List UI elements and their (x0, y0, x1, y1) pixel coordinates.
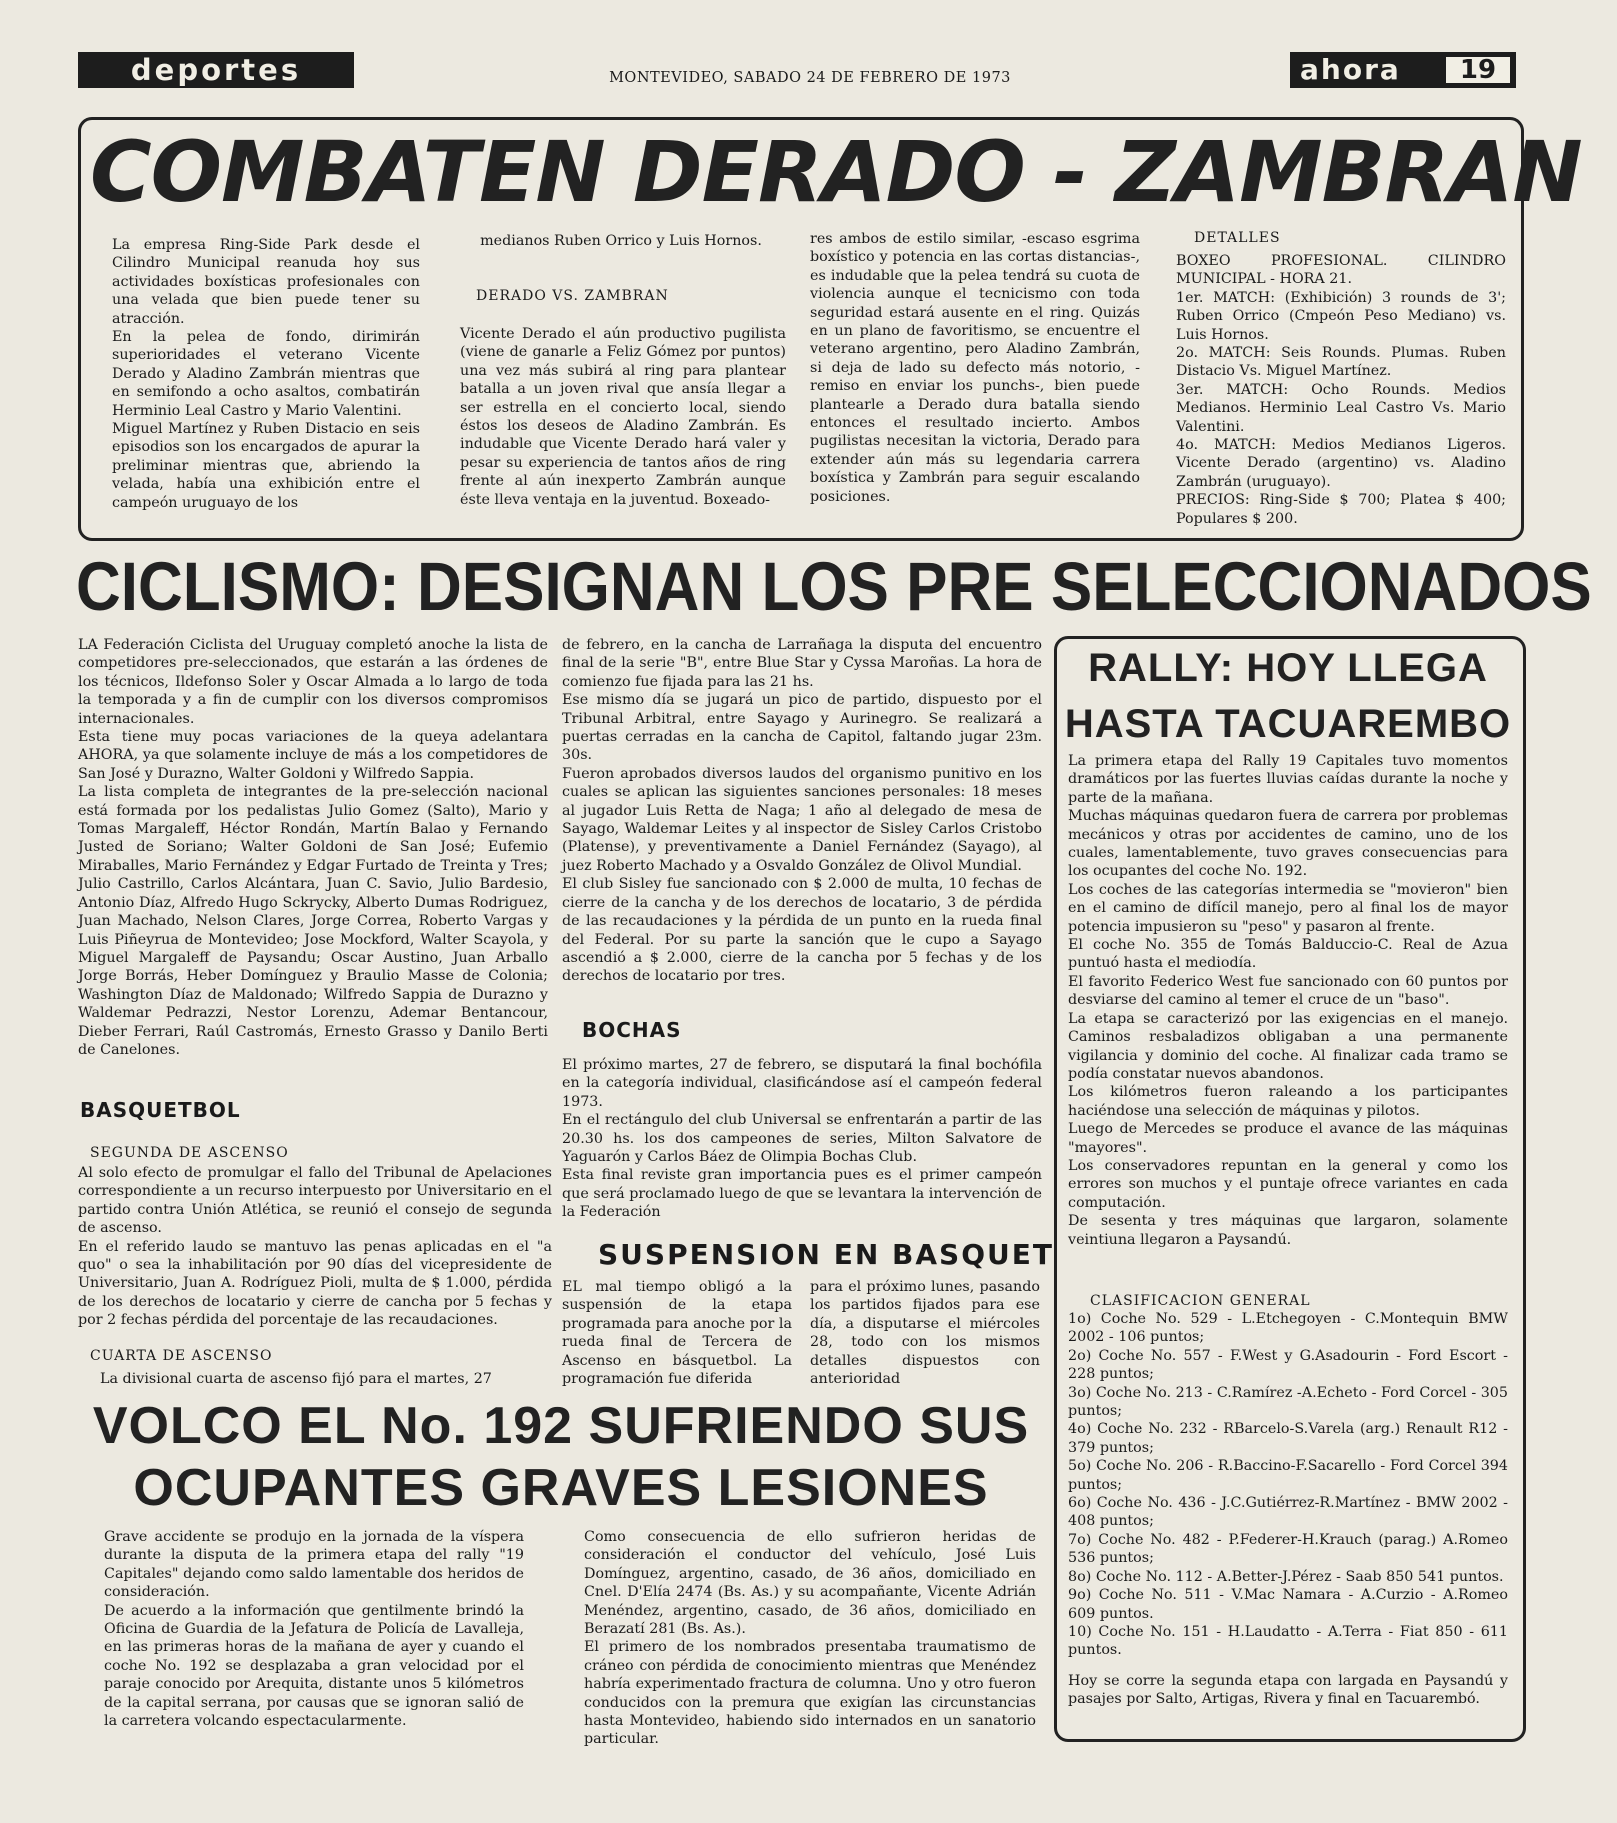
boxing-col2: Vicente Derado el aún productivo pugilista (viene de ganarle a Feliz Gómez por puntos) una vez más subirá al ring para plantear batalla a un joven rival que ansía llegar a ser estrella en el concierto local, siendo éstos los deseos de Aladino Zambrán. Es indudable que Vicente Derado hará valer y pesar su experiencia de tantos años de ring frente al aún inexperto Zambrán aunque éste lleva ventaja en la juventud. Boxeado- (460, 326, 786, 508)
suspension-col1: EL mal tiempo obligó a la suspensión de la etapa programada para anoche por la rueda final de Tercera de Ascenso en básquetbol. La programación fue diferida (562, 1279, 792, 1388)
boxing-details: BOXEO PROFESIONAL. CILINDRO MUNICIPAL - HORA 21. 1er. MATCH: (Exhibición) 3 rounds de 3'; Ruben Orrico (Cmpeón Peso Mediano) vs. Luis Hornos. 2o. MATCH: Seis Rounds. Plumas. Ruben Distacio Vs. Miguel Martínez. 3er. MATCH: Ocho Rounds. Medios Medianos. Herminio Leal Castro Vs. Mario Valentini. 4o. MATCH: Medios Medianos Ligeros. Vicente Derado (argentino) vs. Aladino Zambrán (uruguayo). PRECIOS: Ring-Side $ 700; Platea $ 400; Populares $ 200. (1176, 253, 1506, 527)
accident-col1: Grave accidente se produjo en la jornada de la víspera durante la disputa de la primera etapa del rally "19 Capitales" dejando como saldo lamentable dos heridos de consideración. De acuerdo a la información que gentilmente brindó la Oficina de Guardia de la Jefatura de Policía de Lavalleja, en las primeras horas de la mañana de ayer y cuando el coche No. 192 se desplazaba a gran velocidad por el paraje conocido por Arequita, distante unos 5 kilómetros de la capital serrana, por causas que se ignoran salió de la carretera volcando espectacularmente. (104, 1529, 524, 1730)
standing-row: 5o) Coche No. 206 - R.Baccino-F.Sacarello - Ford Corcel 394 puntos; (1068, 1458, 1508, 1493)
standing-row: 6o) Coche No. 436 - J.C.Gutiérrez-R.Martínez - BMW 2002 - 408 puntos; (1068, 1495, 1508, 1530)
rally-body: La primera etapa del Rally 19 Capitales tuvo momentos dramáticos por las fuertes lluvias caídas durante la noche y parte de la mañana. Muchas máquinas quedaron fuera de carrera por problemas mecánicos y otras por accidentes de camino, uno de los cuales, lamentablemente, tuvo graves consecuencias para los ocupantes del coche No. 192. Los coches de las categorías intermedia se "movieron" bien en el camino de difícil manejo, pero al final los de mayor potencia impusieron su "peso" y pasaron al frente. El coche No. 355 de Tomás Balduccio-C. Real de Azua puntuó hasta el mediodía. El favorito Federico West fue sancionado con 60 puntos por desviarse del camino al temer el cruce de un "baso". La etapa se caracterizó por las exigencias en el manejo. Caminos resbaladizos obligaban a una permanente vigilancia y dominio del coche. Al finalizar cada tramo se podía constatar nuevos abandonos. Los kilómetros fueron raleando a los participantes haciéndose una selección de máquinas y pilotos. Luego de Mercedes se produce el avance de las máquinas "mayores". Los conservadores repuntan en la general y como los errores son muchos y el puntaje ofrece variantes en cada computación. De sesenta y tres máquinas que largaron, solamente veintiuna llegaron a Paysandú. (1068, 753, 1508, 1248)
standing-row: 9o) Coche No. 511 - V.Mac Namara - A.Curzio - A.Romeo 609 puntos. (1068, 1587, 1508, 1622)
bochas-title: BOCHAS (582, 1018, 682, 1042)
bochas-body: El próximo martes, 27 de febrero, se disputará la final bochófila en la categoría individual, clasificándose así el campeón federal 1973. En el rectángulo del club Universal se enfrentarán a partir de las 20.30 hs. los dos campeones de series, Milton Salvatore de Yaguarón y Carlos Báez de Olimpia Bochas Club. Esta final reviste gran importancia pues es el primer campeón que será proclamado luego de que se levantara la intervención de la Federación (562, 1057, 1042, 1221)
standing-row: 1o) Coche No. 529 - L.Etchegoyen - C.Montequin BMW 2002 - 106 puntos; (1068, 1311, 1508, 1346)
standing-row: 4o) Coche No. 232 - RBarcelo-S.Varela (arg.) Renault R12 - 379 puntos; (1068, 1421, 1508, 1456)
accident-headline-1: VOLCO EL No. 192 SUFRIENDO SUS (92, 1397, 1030, 1455)
standing-row: 7o) Coche No. 482 - P.Federer-H.Krauch (parag.) A.Romeo 536 puntos; (1068, 1531, 1508, 1567)
standing-row: 8o) Coche No. 112 - A.Better-J.Pérez - Saab 850 541 puntos. (1068, 1568, 1504, 1585)
boxing-col2-subhead: DERADO VS. ZAMBRAN (476, 288, 669, 304)
section-label: deportes (78, 52, 354, 88)
masthead-right (1290, 52, 1516, 88)
basketball-mid: de febrero, en la cancha de Larrañaga la disputa del encuentro final de la serie "B", entre Blue Star y Cyssa Maroñas. La hora de comienzo fue fijada para las 21 hs. Ese mismo día se jugará un pico de partido, dispuesto por el Tribunal Arbitral, entre Sayago y Aurinegro. Se realizará a puertas cerradas en la cancha de Capitol, faltando jugar 23m. 30s. Fueron aprobados diversos laudos del organismo punitivo en los cuales se aplican las siguientes sanciones personales: 18 meses al jugador Luis Retta de Naga; 1 año al delegado de mesa de Sayago, Waldemar Leites y al inspector de Sisley Carlos Cristobo (Platense), y preventivamente a Daniel Fernández (Sayago), al juez Roberto Machado y a Osvaldo González de Olivol Mundial. El club Sisley fue sancionado con $ 2.000 de multa, 10 fechas de cierre de la cancha y de los derechos de locatario, 3 de pérdida de las recaudaciones y la pérdida de un punto en la rueda final del Federal. Por su parte la sanción que le cupo a Sayago ascendió a $ 2.000, cierre de la cancha por 5 fechas y de los derechos de locatario por tres. (562, 637, 1042, 985)
boxing-col3: res ambos de estilo similar, -escaso esgrima boxístico y potencia en las cortas distancias-, es indudable que la pelea tendrá su cuota de violencia aunque el tecnicismo con toda seguridad estará ausente en el ring. Quizás en un plano de favoritismo, se encuentre el veterano argentino, pero Aladino Zambrán, si deja de lado su defecto más notorio, -remiso en enviar los punchs-, bien puede plantearle a Derado dura batalla siendo entonces el resultado incierto. Ambos pugilistas necesitan la victoria, Derado para extender aún más su legendaria carrera boxística y Zambrán para seguir escalando posiciones. (810, 231, 1140, 505)
rally-title2: HASTA TACUAREMBO (1064, 702, 1512, 746)
basketball-sub2: CUARTA DE ASCENSO (90, 1348, 273, 1364)
standing-row: 2o) Coche No. 557 - F.West y G.Asadourin - Ford Escort - 228 puntos; (1068, 1347, 1508, 1383)
basketball-p1: Al solo efecto de promulgar el fallo del Tribunal de Apelaciones correspondiente a un recurso interpuesto por Universitario en el partido contra Unión Atlética, se reunió el consejo de segunda de ascenso. En el referido laudo se mantuvo las penas aplicadas en el "a quo" o sea la inhabilitación por 90 días del vicepresidente de Universitario, Juan A. Rodríguez Pioli, multa de $ 1.000, pérdida de los derechos de locatario y cierre de cancha por 5 fechas y por 2 fechas pérdida del porcentaje de las recaudaciones. (78, 1165, 552, 1329)
boxing-details-title: DETALLES (1194, 230, 1281, 246)
basketball-title: BASQUETBOL (80, 1098, 241, 1122)
basketball-sub1: SEGUNDA DE ASCENSO (90, 1145, 289, 1161)
standing-row: 3o) Coche No. 213 - C.Ramírez -A.Echeto - Ford Corcel - 305 puntos; (1068, 1384, 1508, 1420)
accident-col2: Como consecuencia de ello sufrieron heridas de consideración el conductor del vehículo, José Luis Domínguez, argentino, casado, de 36 años, domiciliado en Cnel. D'Elía 2474 (Bs. As.) y su acompañante, Vicente Adrián Menéndez, argentino, casado, de 36 años, domiciliado en Berazatí 281 (Bs. As.). El primero de los nombrados presentaba traumatismo de cráneo con pérdida de conocimiento mientras que Menéndez habría experimentado fractura de columna. Uno y otro fueron conducidos con la premura que exigían las circunstancias hasta Montevideo, habiendo sido internados en un sanatorio particular. (584, 1529, 1036, 1748)
suspension-col2: para el próximo lunes, pasando los partidos fijados para ese día, a disputarse el miércoles 28, todo con los mismos detalles dispuestos con anterioridad (810, 1279, 1040, 1388)
rally-standings (1068, 1310, 1508, 1660)
paper-logo: ahora (1300, 53, 1401, 86)
dateline: MONTEVIDEO, SABADO 24 DE FEBRERO DE 1973 (609, 70, 1011, 86)
rally-title1: RALLY: HOY LLEGA (1088, 646, 1488, 690)
boxing-headline: COMBATEN DERADO - ZAMBRAN (90, 123, 1582, 221)
accident-headline-2: OCUPANTES GRAVES LESIONES (133, 1459, 989, 1517)
page-number: 19 (1446, 57, 1510, 83)
basketball-p2: La divisional cuarta de ascenso fijó para el martes, 27 (100, 1371, 492, 1387)
boxing-col2-top: medianos Ruben Orrico y Luis Hornos. (480, 233, 762, 249)
standing-row: 10) Coche No. 151 - H.Laudatto - A.Terra - Fiat 850 - 611 puntos. (1068, 1623, 1508, 1659)
cycling-headline: CICLISMO: DESIGNAN LOS PRE SELECCIONADOS (76, 549, 1592, 626)
suspension-title: SUSPENSION EN BASQUET (598, 1238, 1054, 1271)
cycling-body: LA Federación Ciclista del Uruguay completó anoche la lista de competidores pre-seleccionados, que estarán a las órdenes de los técnicos, Ildefonso Soler y Oscar Almada a lo largo de toda la temporada y a fin de cumplir con los diversos compromisos internacionales. Esta tiene muy pocas variaciones de la queya adelantara AHORA, ya que solamente incluye de más a los competidores de San José y Durazno, Walter Goldoni y Wilfredo Sappia. La lista completa de integrantes de la pre-selección nacional está formada por los pedalistas Julio Gomez (Salto), Mario y Tomas Margaleff, Héctor Rondán, Martín Balao y Fernando Justed de Soriano; Walter Goldoni de San José; Eufemio Miraballes, Mario Fernández y Edgar Furtado de Treinta y Tres; Julio Castrillo, Carlos Alcántara, Juan C. Savio, Julio Bardesio, Antonio Díaz, Alfredo Hugo Sckrycky, Alberto Dumas Rodriguez, Juan Machado, Nelson Clares, Jorge Correa, Roberto Vargas y Luis Piñeyrua de Montevideo; Jose Mockford, Walter Scayola, y Miguel Margaleff de Paysandu; Oscar Austino, Juan Arballo Jorge Borrás, Heber Domínguez y Braulio Masse de Colonia; Washington Díaz de Maldonado; Wilfredo Sappia de Durazno y Waldemar Pedrazzi, Nestor Lorenzu, Ademar Bentancour, Dieber Ferrari, Raúl Castromás, Ernesto Grasso y Danilo Berti de Canelones. (78, 637, 548, 1058)
rally-standings-title: CLASIFICACION GENERAL (1090, 1293, 1311, 1309)
rally-closing: Hoy se corre la segunda etapa con largada en Paysandú y pasajes por Salto, Artigas, Rivera y final en Tacuarembó. (1068, 1673, 1508, 1708)
boxing-col1: La empresa Ring-Side Park desde el Cilindro Municipal reanuda hoy sus actividades boxísticas profesionales con una velada que bien puede tener su atracción. En la pelea de fondo, dirimirán superioridades el veterano Vicente Derado y Aladino Zambrán mientras que en semifondo a ocho asaltos, combatirán Herminio Leal Castro y Mario Valentini. Miguel Martínez y Ruben Distacio en seis episodios son los encargados de apurar la preliminar mientras que, abriendo la velada, había una exhibición entre el campeón uruguayo de los (112, 237, 420, 511)
